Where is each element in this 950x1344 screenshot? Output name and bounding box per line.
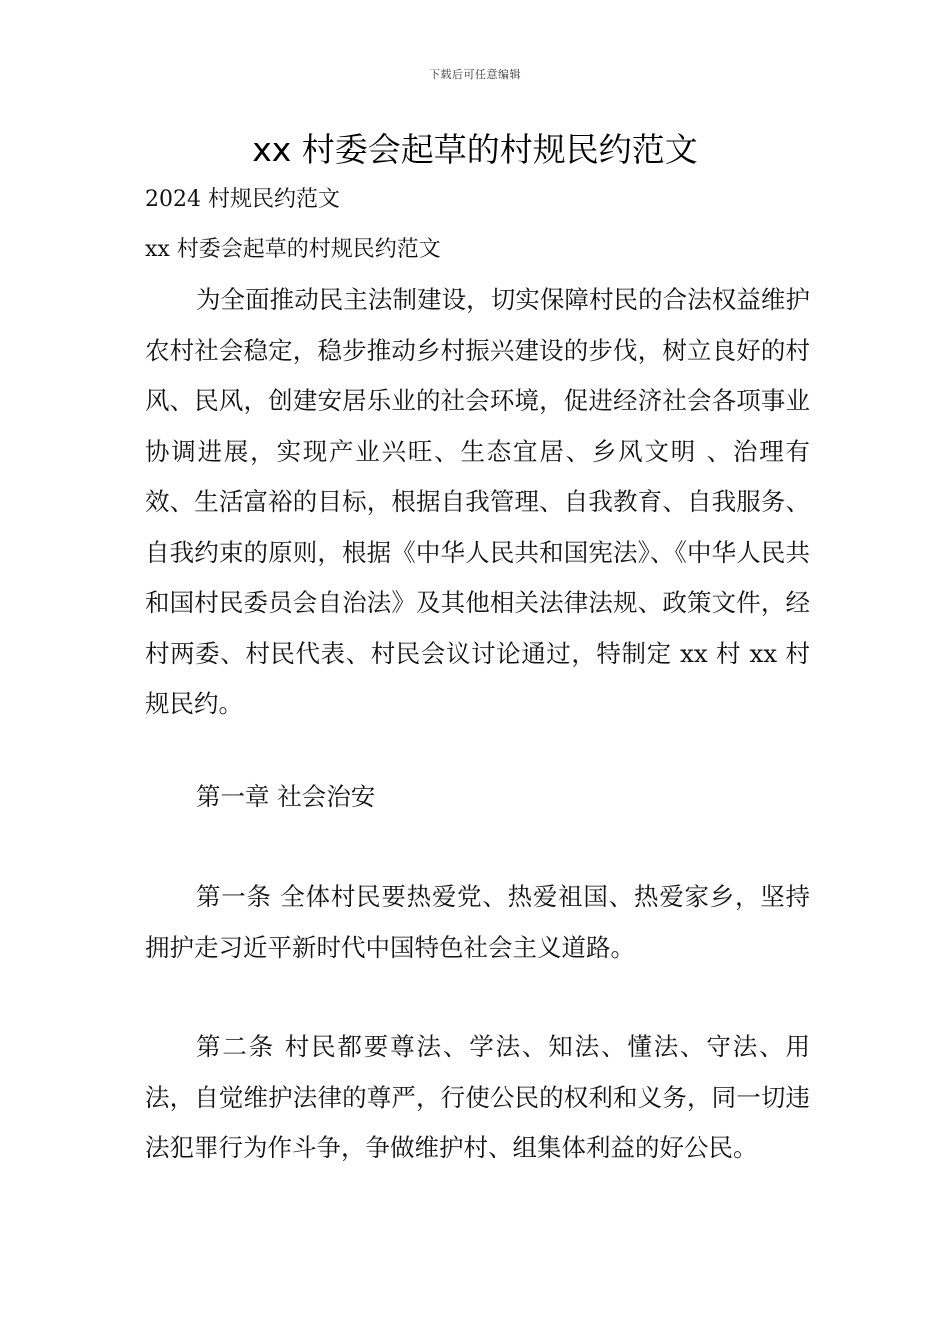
document-title: xx 村委会起草的村规民约范文	[252, 130, 698, 169]
header-note: 下载后可任意编辑	[429, 68, 521, 81]
intro-paragraph: 为全面推动民主法制建设，切实保障村民的合法权益维护农村社会稳定，稳步推动乡村振兴建设的步伐，树立良好的村风、民风，创建安居乐业的社会环境，促进经济社会各项事业协调进展，实现产业兴旺、生态宜居、乡风文明 、治理有效、生活富裕的目标，根据自我管理、自我教育、自我服务、自我约束的原则，根据《中华人民共和国宪法》、《中华人民共和国村民委员会自治法》及其他相关法律法规、政策文件，经村两委、村民代表、村民会议讨论通过，特制定 xx 村 xx 村规民约。	[145, 285, 810, 718]
article-paragraph-2: 第二条 村民都要尊法、学法、知法、懂法、守法、用法，自觉维护法律的尊严，行使公民的权利和义务，同一切违法犯罪行为作斗争，争做维护村、组集体利益的好公民。	[145, 1032, 810, 1162]
subtitle-year: 2024 村规民约范文	[145, 187, 340, 212]
article-paragraph-1: 第一条 全体村民要热爱党、热爱祖国、热爱家乡，坚持拥护走习近平新时代中国特色社会主义道路。	[145, 882, 810, 962]
subtitle-repeat: xx 村委会起草的村规民约范文	[145, 237, 441, 262]
chapter-heading: 第一章 社会治安	[196, 782, 376, 811]
